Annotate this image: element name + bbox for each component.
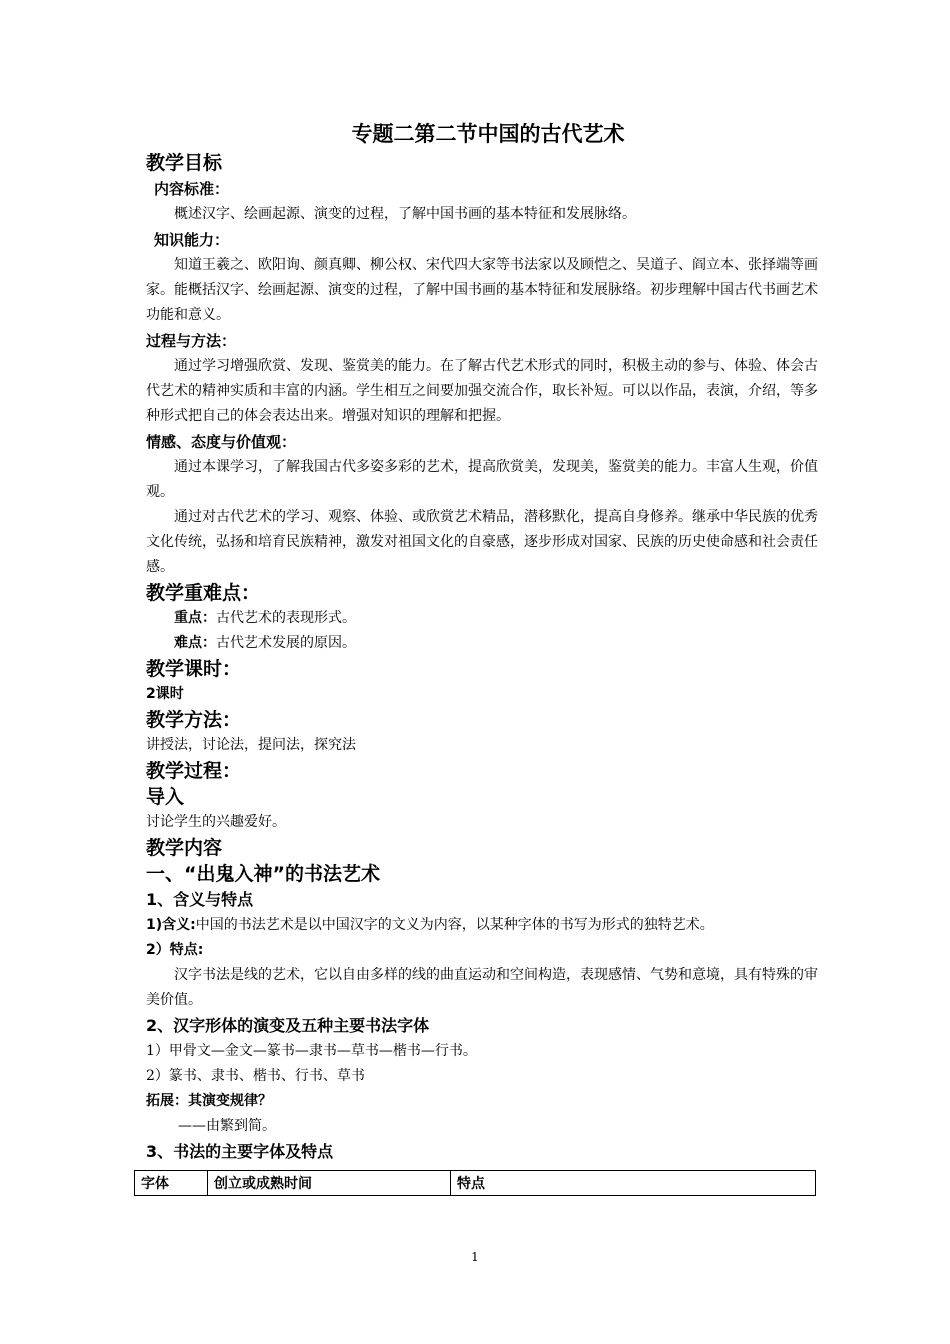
subsection-3-heading: 3、书法的主要字体及特点 [146, 1142, 334, 1161]
process-heading: 教学过程： [146, 760, 242, 782]
intro-heading: 导入 [146, 786, 185, 808]
feature-label: 2）特点: [146, 942, 204, 958]
hours-heading: 教学课时： [146, 658, 242, 680]
page-title: 专题二第二节中国的古代艺术 [351, 122, 625, 146]
methods-heading: 教学方法： [146, 709, 242, 731]
page-number: 1 [471, 1250, 479, 1264]
key-point-text: 古代艺术的表现形式。 [216, 610, 356, 626]
table-header-cell: 字体 [135, 1171, 208, 1196]
section-1-heading: 一、“出鬼入神”的书法艺术 [146, 863, 380, 885]
process-method-heading: 过程与方法： [146, 332, 237, 350]
evolution-line-1: 1）甲骨文—金文—篆书—隶书—草书—楷书—行书。 [146, 1043, 477, 1059]
content-heading: 教学内容 [146, 837, 223, 859]
goals-heading: 教学目标 [146, 152, 223, 174]
hours-text: 2课时 [146, 686, 184, 702]
document-page [146, 118, 818, 1165]
process-method-text: 通过学习增强欣赏、发现、鉴赏美的能力。在了解古代艺术形式的同时，积极主动的参与、体验、体会古代艺术的精神实质和丰富的内涵。学生相互之间要加强交流合作，取长补短。可以以作品，表演，介绍，等多种形式把自己的体会表达出来。增强对知识的理解和把握。 [146, 358, 818, 424]
key-point-label: 重点： [174, 610, 216, 626]
table-header-row [135, 1171, 816, 1196]
emotion-text-1: 通过本课学习，了解我国古代多姿多彩的艺术，提高欣赏美，发现美，鉴赏美的能力。丰富人生观，价值观。 [146, 459, 818, 500]
evolution-line-2: 2）篆书、隶书、楷书、行书、草书 [146, 1068, 365, 1084]
difficult-point-text: 古代艺术发展的原因。 [216, 635, 356, 651]
key-point [146, 606, 818, 631]
definition-label: 1)含义: [146, 917, 196, 933]
intro-text: 讨论学生的兴趣爱好。 [146, 814, 286, 830]
subsection-1-heading: 1、含义与特点 [146, 890, 254, 909]
subsection-2-heading: 2、汉字形体的演变及五种主要书法字体 [146, 1016, 430, 1035]
extension-answer: ——由繁到简。 [178, 1118, 276, 1134]
difficult-point-label: 难点： [174, 635, 216, 651]
difficult-point [146, 631, 818, 656]
methods-text: 讲授法，讨论法，提问法，探究法 [146, 737, 356, 753]
definition [146, 913, 818, 938]
emotion-heading: 情感、态度与价值观： [146, 433, 297, 451]
knowledge-heading: 知识能力： [154, 231, 230, 249]
content-standard-text: 概述汉字、绘画起源、演变的过程，了解中国书画的基本特征和发展脉络。 [174, 206, 636, 222]
knowledge-text: 知道王羲之、欧阳询、颜真卿、柳公权、宋代四大家等书法家以及顾恺之、吴道子、阎立本、张择端等画家。能概括汉字、绘画起源、演变的过程，了解中国书画的基本特征和发展脉络。初步理解中国古代书画艺术功能和意义。 [146, 257, 818, 323]
keypoints-heading: 教学重难点： [146, 582, 261, 604]
emotion-text-2: 通过对古代艺术的学习、观察、体验、或欣赏艺术精品，潜移默化，提高自身修养。继承中华民族的优秀文化传统，弘扬和培育民族精神，激发对祖国文化的自豪感，逐步形成对国家、民族的历史使命感和社会责任感。 [146, 509, 818, 575]
script-types-table [134, 1170, 816, 1196]
definition-text: 中国的书法艺术是以中国汉字的文义为内容，以某种字体的书写为形式的独特艺术。 [195, 917, 714, 933]
table-header-cell: 特点 [451, 1171, 816, 1196]
feature-text: 汉字书法是线的艺术，它以自由多样的线的曲直运动和空间构造，表现感情、气势和意境，具有特殊的审美价值。 [146, 967, 818, 1008]
table-header-cell: 创立或成熟时间 [208, 1171, 451, 1196]
content-standard-heading: 内容标准： [154, 180, 230, 198]
extension-question: 拓展：其演变规律？ [146, 1093, 272, 1109]
